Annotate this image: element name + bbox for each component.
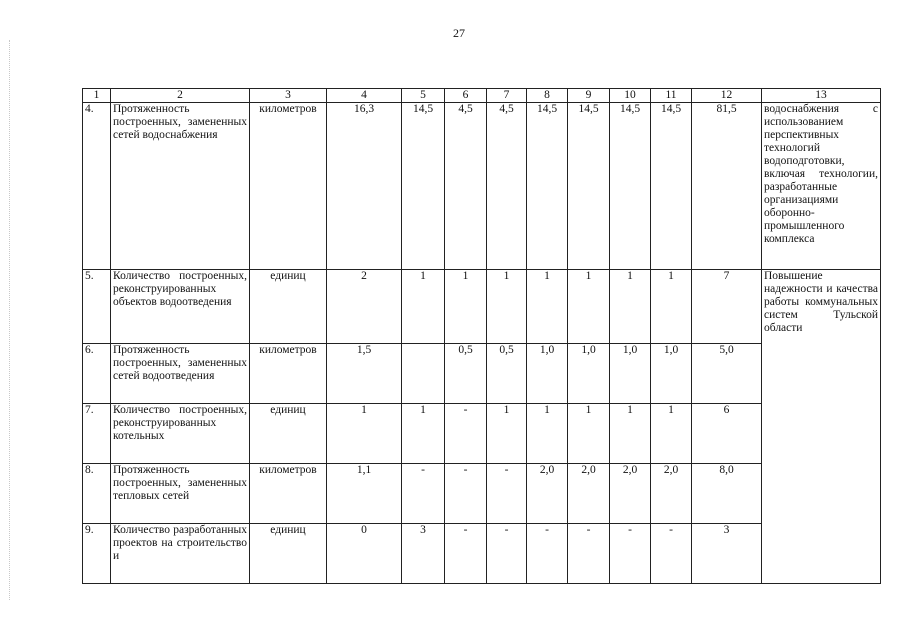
- table-row: [83, 344, 881, 404]
- table-row: [83, 270, 881, 344]
- value-cell: -: [402, 464, 445, 524]
- value-cell: 1: [402, 270, 445, 344]
- value-cell: 1: [527, 404, 568, 464]
- total-cell: 6: [692, 404, 762, 464]
- indicator-name: Количество построенных, реконструированных котельных: [111, 404, 250, 464]
- table-row: [83, 464, 881, 524]
- value-cell: -: [487, 524, 527, 584]
- value-cell: 2,0: [610, 464, 651, 524]
- note-cell: Повышение надежности и качества работы коммунальных систем Тульской области: [762, 270, 881, 584]
- value-cell: 14,5: [527, 103, 568, 270]
- column-header: 2: [111, 89, 250, 103]
- column-header: 12: [692, 89, 762, 103]
- value-cell: 4,5: [445, 103, 487, 270]
- column-header: 13: [762, 89, 881, 103]
- value-cell: 1: [327, 404, 402, 464]
- column-header: 7: [487, 89, 527, 103]
- unit-cell: единиц: [250, 404, 327, 464]
- total-cell: 5,0: [692, 344, 762, 404]
- column-header: 3: [250, 89, 327, 103]
- row-number: 9.: [83, 524, 111, 584]
- value-cell: 1: [610, 270, 651, 344]
- unit-cell: единиц: [250, 270, 327, 344]
- value-cell: -: [445, 464, 487, 524]
- value-cell: 2,0: [651, 464, 692, 524]
- value-cell: 1: [527, 270, 568, 344]
- value-cell: 1,0: [568, 344, 610, 404]
- value-cell: -: [445, 404, 487, 464]
- value-cell: 14,5: [568, 103, 610, 270]
- value-cell: 3: [402, 524, 445, 584]
- table-row: [83, 524, 881, 584]
- unit-cell: километров: [250, 464, 327, 524]
- column-header: 8: [527, 89, 568, 103]
- value-cell: 4,5: [487, 103, 527, 270]
- value-cell: -: [651, 524, 692, 584]
- unit-cell: километров: [250, 103, 327, 270]
- value-cell: 1: [487, 404, 527, 464]
- value-cell: 1,0: [527, 344, 568, 404]
- value-cell: 2: [327, 270, 402, 344]
- value-cell: 1: [651, 404, 692, 464]
- total-cell: 8,0: [692, 464, 762, 524]
- note-cell: водоснабжения с использованием перспективных технологий водоподготовки, включая технологии, разработанные организациями оборонно-промышленного комплекса: [762, 103, 881, 270]
- page-number: 27: [453, 26, 465, 40]
- value-cell: 0: [327, 524, 402, 584]
- value-cell: [402, 344, 445, 404]
- value-cell: 2,0: [527, 464, 568, 524]
- column-header: 10: [610, 89, 651, 103]
- column-number-row: [83, 89, 881, 103]
- value-cell: 1: [610, 404, 651, 464]
- column-header: 4: [327, 89, 402, 103]
- value-cell: 1: [568, 270, 610, 344]
- value-cell: 1,0: [651, 344, 692, 404]
- row-number: 4.: [83, 103, 111, 270]
- total-cell: 3: [692, 524, 762, 584]
- unit-cell: километров: [250, 344, 327, 404]
- indicator-name: Протяженность построенных, замененных сетей водоотведения: [111, 344, 250, 404]
- column-header: 1: [83, 89, 111, 103]
- row-number: 6.: [83, 344, 111, 404]
- value-cell: -: [610, 524, 651, 584]
- column-header: 5: [402, 89, 445, 103]
- total-cell: 81,5: [692, 103, 762, 270]
- column-header: 6: [445, 89, 487, 103]
- value-cell: 0,5: [445, 344, 487, 404]
- table-row: [83, 404, 881, 464]
- value-cell: -: [527, 524, 568, 584]
- value-cell: 14,5: [402, 103, 445, 270]
- column-header: 11: [651, 89, 692, 103]
- column-header: 9: [568, 89, 610, 103]
- row-number: 8.: [83, 464, 111, 524]
- value-cell: 1: [568, 404, 610, 464]
- total-cell: 7: [692, 270, 762, 344]
- indicator-name: Протяженность построенных, замененных сетей водоснабжения: [111, 103, 250, 270]
- value-cell: 16,3: [327, 103, 402, 270]
- value-cell: 0,5: [487, 344, 527, 404]
- value-cell: 1,5: [327, 344, 402, 404]
- unit-cell: единиц: [250, 524, 327, 584]
- value-cell: 1,1: [327, 464, 402, 524]
- row-number: 5.: [83, 270, 111, 344]
- indicator-name: Количество разработанных проектов на строительство и: [111, 524, 250, 584]
- value-cell: 1: [445, 270, 487, 344]
- indicator-name: Протяженность построенных, замененных тепловых сетей: [111, 464, 250, 524]
- indicators-table: [82, 88, 881, 584]
- value-cell: 14,5: [651, 103, 692, 270]
- value-cell: 1: [651, 270, 692, 344]
- value-cell: -: [487, 464, 527, 524]
- value-cell: 1,0: [610, 344, 651, 404]
- value-cell: 2,0: [568, 464, 610, 524]
- value-cell: 14,5: [610, 103, 651, 270]
- binding-margin-dots: [9, 40, 10, 600]
- value-cell: 1: [487, 270, 527, 344]
- table-row: [83, 103, 881, 270]
- value-cell: -: [568, 524, 610, 584]
- value-cell: -: [445, 524, 487, 584]
- indicator-name: Количество построенных, реконструированных объектов водоотведения: [111, 270, 250, 344]
- value-cell: 1: [402, 404, 445, 464]
- row-number: 7.: [83, 404, 111, 464]
